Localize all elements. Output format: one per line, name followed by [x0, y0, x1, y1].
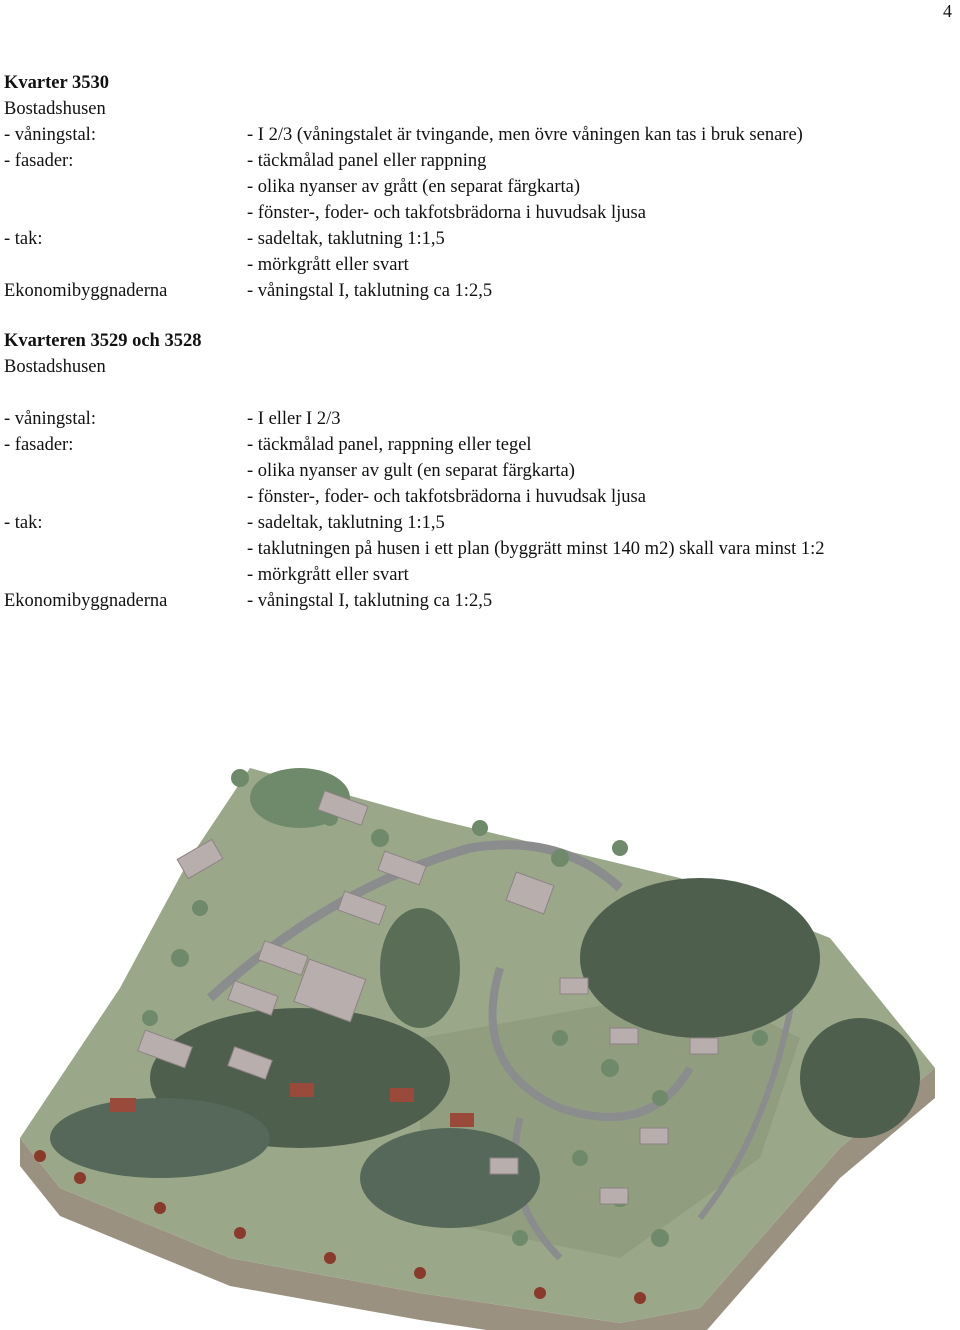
- spec-row: [4, 278, 954, 304]
- spec-row: [4, 226, 954, 252]
- spec-value: - olika nyanser av grått (en separat färgkarta): [247, 177, 581, 197]
- spec-row: [4, 174, 954, 200]
- spec-row: [4, 122, 954, 148]
- spacer: [4, 380, 954, 406]
- spec-row: [4, 148, 954, 174]
- forest-patch: [380, 908, 460, 1028]
- section-heading: Kvarteren 3529 och 3528: [4, 331, 202, 351]
- spec-value: - våningstal I, taklutning ca 1:2,5: [247, 591, 493, 611]
- spec-value: - sadeltak, taklutning 1:1,5: [247, 229, 445, 249]
- spec-value: - I eller I 2/3: [247, 409, 341, 429]
- forest-patch: [50, 1098, 270, 1178]
- spec-row: [4, 200, 954, 226]
- spec-row: [4, 252, 954, 278]
- spec-value: - mörkgrått eller svart: [247, 255, 409, 275]
- spec-value: - taklutningen på husen i ett plan (byggrätt minst 140 m2) skall vara minst 1:2: [247, 539, 825, 559]
- spec-row: [4, 562, 954, 588]
- page-number: 4: [943, 1, 952, 21]
- spec-value: - täckmålad panel eller rappning: [247, 151, 487, 171]
- forest-patch: [360, 1128, 540, 1228]
- forest-patch: [800, 1018, 920, 1138]
- section-subheading: Bostadshusen: [4, 357, 106, 377]
- spec-row: [4, 588, 954, 614]
- spec-value: - mörkgrått eller svart: [247, 565, 409, 585]
- aerial-site-model-image: [0, 738, 960, 1330]
- section-heading: Kvarter 3530: [4, 73, 109, 93]
- spec-label: - tak:: [4, 229, 43, 249]
- spec-row: [4, 536, 954, 562]
- spec-value: - olika nyanser av gult (en separat färgkarta): [247, 461, 575, 481]
- spec-label: - våningstal:: [4, 125, 96, 145]
- spec-row: [4, 510, 954, 536]
- spec-label: Ekonomibyggnaderna: [4, 281, 168, 301]
- spec-value: - I 2/3 (våningstalet är tvingande, men övre våningen kan tas i bruk senare): [247, 125, 803, 145]
- section-kvarter-3530: [4, 70, 954, 304]
- spec-row: [4, 432, 954, 458]
- spec-label: - fasader:: [4, 435, 74, 455]
- spec-row: [4, 484, 954, 510]
- spec-label: Ekonomibyggnaderna: [4, 591, 168, 611]
- spec-label: - fasader:: [4, 151, 74, 171]
- spec-label: - våningstal:: [4, 409, 96, 429]
- spec-value: - täckmålad panel, rappning eller tegel: [247, 435, 532, 455]
- spec-value: - våningstal I, taklutning ca 1:2,5: [247, 281, 493, 301]
- spec-row: [4, 406, 954, 432]
- spec-row: [4, 458, 954, 484]
- spec-value: - fönster-, foder- och takfotsbrädorna i huvudsak ljusa: [247, 203, 646, 223]
- spec-value: - fönster-, foder- och takfotsbrädorna i huvudsak ljusa: [247, 487, 646, 507]
- section-subheading: Bostadshusen: [4, 99, 106, 119]
- spec-value: - sadeltak, taklutning 1:1,5: [247, 513, 445, 533]
- forest-patch: [580, 878, 820, 1038]
- section-kvarteren-3529-3528: [4, 328, 954, 614]
- spec-label: - tak:: [4, 513, 43, 533]
